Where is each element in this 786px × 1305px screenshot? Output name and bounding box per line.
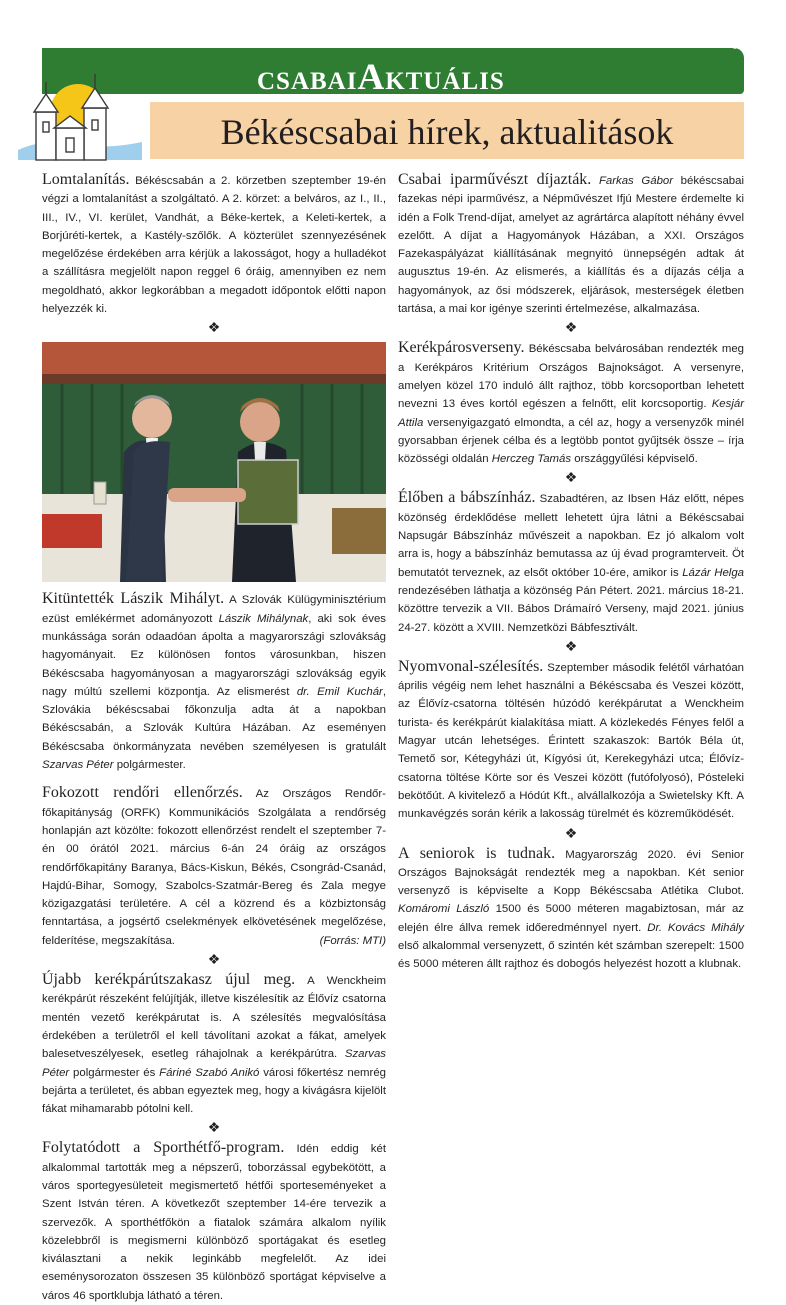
article-text: országgyűlési képviselő. <box>574 453 698 466</box>
person-name: Kesjár Attila <box>398 398 744 429</box>
award-handshake-photo <box>42 342 386 582</box>
article-lomtalanitas <box>42 171 386 318</box>
article-title: Lomtalanítás. <box>42 171 130 188</box>
separator-ornament: ❖ <box>207 319 221 336</box>
left-column <box>42 171 386 1305</box>
article-text: Idén eddig két alkalommal tartották meg a népszerű, toborzással egybekötött, a város sportegyesületeit megismertető hétfői sporteseményeket a Szent István téren. A következőt szeptember 14-ére tervezik a szervezők. A sporthétfőkön a fiatalok számára alkalom nyílik közelebbről is megismerni különböző sportágakat és esetleg kiválasztani a nekik leginkább megfelelőt. Az idei eseménysorozaton összesen 35 különböző sportágat képviselve a város 46 sportklubja látható a téren. <box>42 1143 386 1302</box>
page-number: 5 <box>758 60 768 82</box>
section-title-band <box>150 102 744 159</box>
person-name: Lászik Mihálynak <box>218 612 309 625</box>
article-sporthetfo <box>42 1139 386 1305</box>
header-band <box>42 48 768 98</box>
article-text: Békéscsabán a 2. körzetben szeptember 19-én végzi a lomtalanítást a szolgáltató. A 2. körzet: a belváros, az I., II., III., IV., VI. kerület, Vandhát, a Béke-kertek, a Keleti-kertek, a Borjúréti-kertek, a Kastély-szőlők. A közterület szennyezésének megelőzése érdekében arra kérjük a lakosságot, hogy a hulladékot a szállításra megjelölt napon reggel 6 óráig, amennyiben ez nem megoldható, akkor legkorábban a megadott időpontok előtti napon helyezzék ki. <box>42 175 387 316</box>
right-column <box>398 171 744 974</box>
article-text: polgármester és <box>73 1066 156 1079</box>
article-text: , aki sok éves munkássága során odaadóan ápolta a magyarországi szlovákság hagyományait. Ez különösen fontos városunkban, hiszen Békéscsaba hagyományosan a magyarországi szlovákság egyik nagy múltú szellemi központja. Az elismerést <box>42 612 386 698</box>
person-name: Lázár Helga <box>682 566 745 579</box>
article-text: Magyarország 2020. évi Senior Országos Bajnokságát rendezték meg a napokban. Két senior versenyző is képviselte a Kopp Békéscsaba Atlétika Clubot. <box>398 848 745 898</box>
article-text: első alkalommal versenyzett, ő szintén két számban szerepelt: 1500 és 5000 méteren állt rajthoz és dobogós helyezést hozott a klubnak. <box>398 939 744 971</box>
church-sun-logo-icon <box>14 68 146 166</box>
separator-ornament: ❖ <box>207 1119 221 1136</box>
person-name: Szarvas Péter <box>42 759 114 772</box>
person-name: Komáromi László <box>398 903 490 916</box>
article-title: Újabb kerékpárútszakasz újul meg. <box>42 971 296 989</box>
article-text: A Szlovák Külügyminisztérium ezüst emlékérmet adományozott <box>42 594 386 625</box>
article-text: békéscsabai fazekas népi iparművész, a Népművészet Ifjú Mestere érdemelte ki idén a Folk Trend-díjat, amelyet az agrártárca alapított néhány évvel ezelőtt. A díjat a Hagyományok Házában, a XXI. Országos Fazekaspályázat kiállításának megnyitó ünnepségén adtak át augusztus 19-én. Az elismerés, a kiállítás és a díjazás célja a hagyományok, az ősi módszerek, eljárások, mesterségek életben tartása, a mai kor igénye szerinti értelmezése, alkalmazása. <box>398 175 744 316</box>
separator-ornament: ❖ <box>207 951 221 968</box>
article-text: Szeptember második felétől várhatóan április végéig nem lehet használni a Békéscsaba és Veszei között, az Élővíz-csatorna töltésén húzódó kerékpárutat a Wenckheim turista- és kerékpárút kialakítása miatt. A közlekedés Fényes felől a Magyar utcán lehetséges. Érintett szakaszok: Bartók Béla út, Temető sor, Kétegyházi út, Kígyósi út, Kerekegyházi utca; Élővíz-csatorna töltése Körte sor és Veszei között (futófolyosó), Pósteleki bekötőút. A kivitelező a Hódút Kft., alvállalkozója a Swietelsky Kft. A munkavégzés során kérik a lakosság türelmét és közreműködését. <box>398 661 744 821</box>
person-name: Fáriné Szabó Anikó <box>159 1066 260 1079</box>
person-name: dr. Emil Kuchár <box>296 685 383 698</box>
article-kerekparosverseny <box>398 339 744 468</box>
article-rendori-ellenorzes <box>42 784 386 950</box>
article-title: Csabai iparművészt díjazták. <box>398 171 592 188</box>
article-text: Szabadtéren, az Ibsen Ház előtt, népes közönség érdeklődése mellett lehetett újra látni a Békéscsabai Napsugár Bábszínház művészeit a napokban. Ez jó alkalom volt arra is, hogy a bábszínház bemutassa az új évad programterveit. Öt bemutatót terveznek, az elsőt október 10-ére, amikor is <box>398 493 745 579</box>
separator-ornament: ❖ <box>564 824 578 841</box>
article-text: , Szlovákia békéscsabai főkonzulja adta át a napokban Békéscsabán, a Szlovák Kultúra Házában. Az eseményen Békéscsaba önkormányzata nevében személyesen is gratulált <box>42 685 387 753</box>
article-title: Kerékpárosverseny. <box>398 339 525 357</box>
person-name: Farkas Gábor <box>598 175 674 187</box>
article-text: Az Országos Rendőr-főkapitányság (ORFK) Kommunikációs Szolgálata a rendőrség honlapján azt közölte: fokozott ellenőrzést rendelt el szeptember 7-én 00 órától 2021. március 6-án 24 óráig az országos rendőrfőkapitány Baranya, Bács-Kiskun, Békés, Csongrád-Csanád, Hajdú-Bihar, Somogy, Szabolcs-Szatmár-Bereg és Zala megye közigazgatási területére. A cél a közrend és a közbiztonság fenntartása, a jogsértő cselekmények elkövetésének megelőzése, felderítése, megszakítása. <box>42 788 386 947</box>
swirl-ornament-icon <box>728 36 744 50</box>
article-text: városi főkertész nemrég bejárta a területet, és abban egyeztek meg, hogy a kivágásra kijelölt fákat mihamarabb pótolni kell. <box>42 1066 386 1116</box>
separator-ornament: ❖ <box>564 319 578 336</box>
article-text: Békéscsaba belvárosában rendezték meg a Kerékpáros Kritérium Országos Bajnokságot. A versenyre, amelyen közel 170 induló állt rajthoz, több korcsoportban lehetett nevezni 13 éves kortól egészen a felnőtt, elit korcsoportig. <box>398 343 745 411</box>
person-name: Dr. Kovács Mihály <box>647 921 744 934</box>
article-text: A Wenckheim kerékpárút részeként felújítják, illetve kiszélesítik az Élővíz csatorna mentén vezető kerékpárutat is. A szélesítés megvalósítása érdekében a területről el kell távolítani azokat a fákat, amelyek balesetveszélyesek, esetleg ráhajolnak a kerékpárútra. <box>42 975 386 1061</box>
article-kituntettek <box>42 590 386 774</box>
article-source: (Forrás: MTI) <box>319 934 386 947</box>
article-babszinhaz <box>398 489 744 636</box>
article-title: Folytatódott a Sporthétfő-program. <box>42 1139 285 1157</box>
article-kerekparut <box>42 971 386 1118</box>
article-title: Kitüntették Lászik Mihályt. <box>42 590 225 608</box>
person-name: Szarvas Péter <box>42 1048 386 1079</box>
separator-ornament: ❖ <box>564 469 578 486</box>
person-name: Herczeg Tamás <box>491 453 572 466</box>
article-text: polgármester. <box>116 759 186 772</box>
article-title: Élőben a bábszínház. <box>398 489 536 507</box>
article-title: Nyomvonal-szélesítés. <box>398 657 544 675</box>
magazine-brand: CSABAIAKTUÁLIS <box>257 57 505 98</box>
article-nyomvonal <box>398 658 744 824</box>
article-seniorok <box>398 845 744 974</box>
article-title: A seniorok is tudnak. <box>398 844 556 862</box>
section-title: Békéscsabai hírek, aktualitások <box>220 112 674 152</box>
article-csabai-iparmuvesz <box>398 171 744 318</box>
article-text: rendezésében láthatja a közönség Pán Pétert. 2021. március 18-21. közöttre tervezik a VII. Bábos Drámaíró Verseny, majd 2021. június 24-27. között a XVIII. Nemzetközi Bábfesztivált. <box>398 584 744 634</box>
article-title: Fokozott rendőri ellenőrzés. <box>42 784 243 802</box>
separator-ornament: ❖ <box>564 637 578 654</box>
article-text: 1500 és 5000 méteren magabiztosan, már az elején élre állva remek időeredménnyel nyert. <box>398 903 744 934</box>
article-text: versenyigazgató elmondta, a cél az, hogy a versenyzők minél gyorsabban érjenek célba és a legtöbb pontot gyűjtsék össze – írja közösségi oldalán <box>398 416 745 466</box>
